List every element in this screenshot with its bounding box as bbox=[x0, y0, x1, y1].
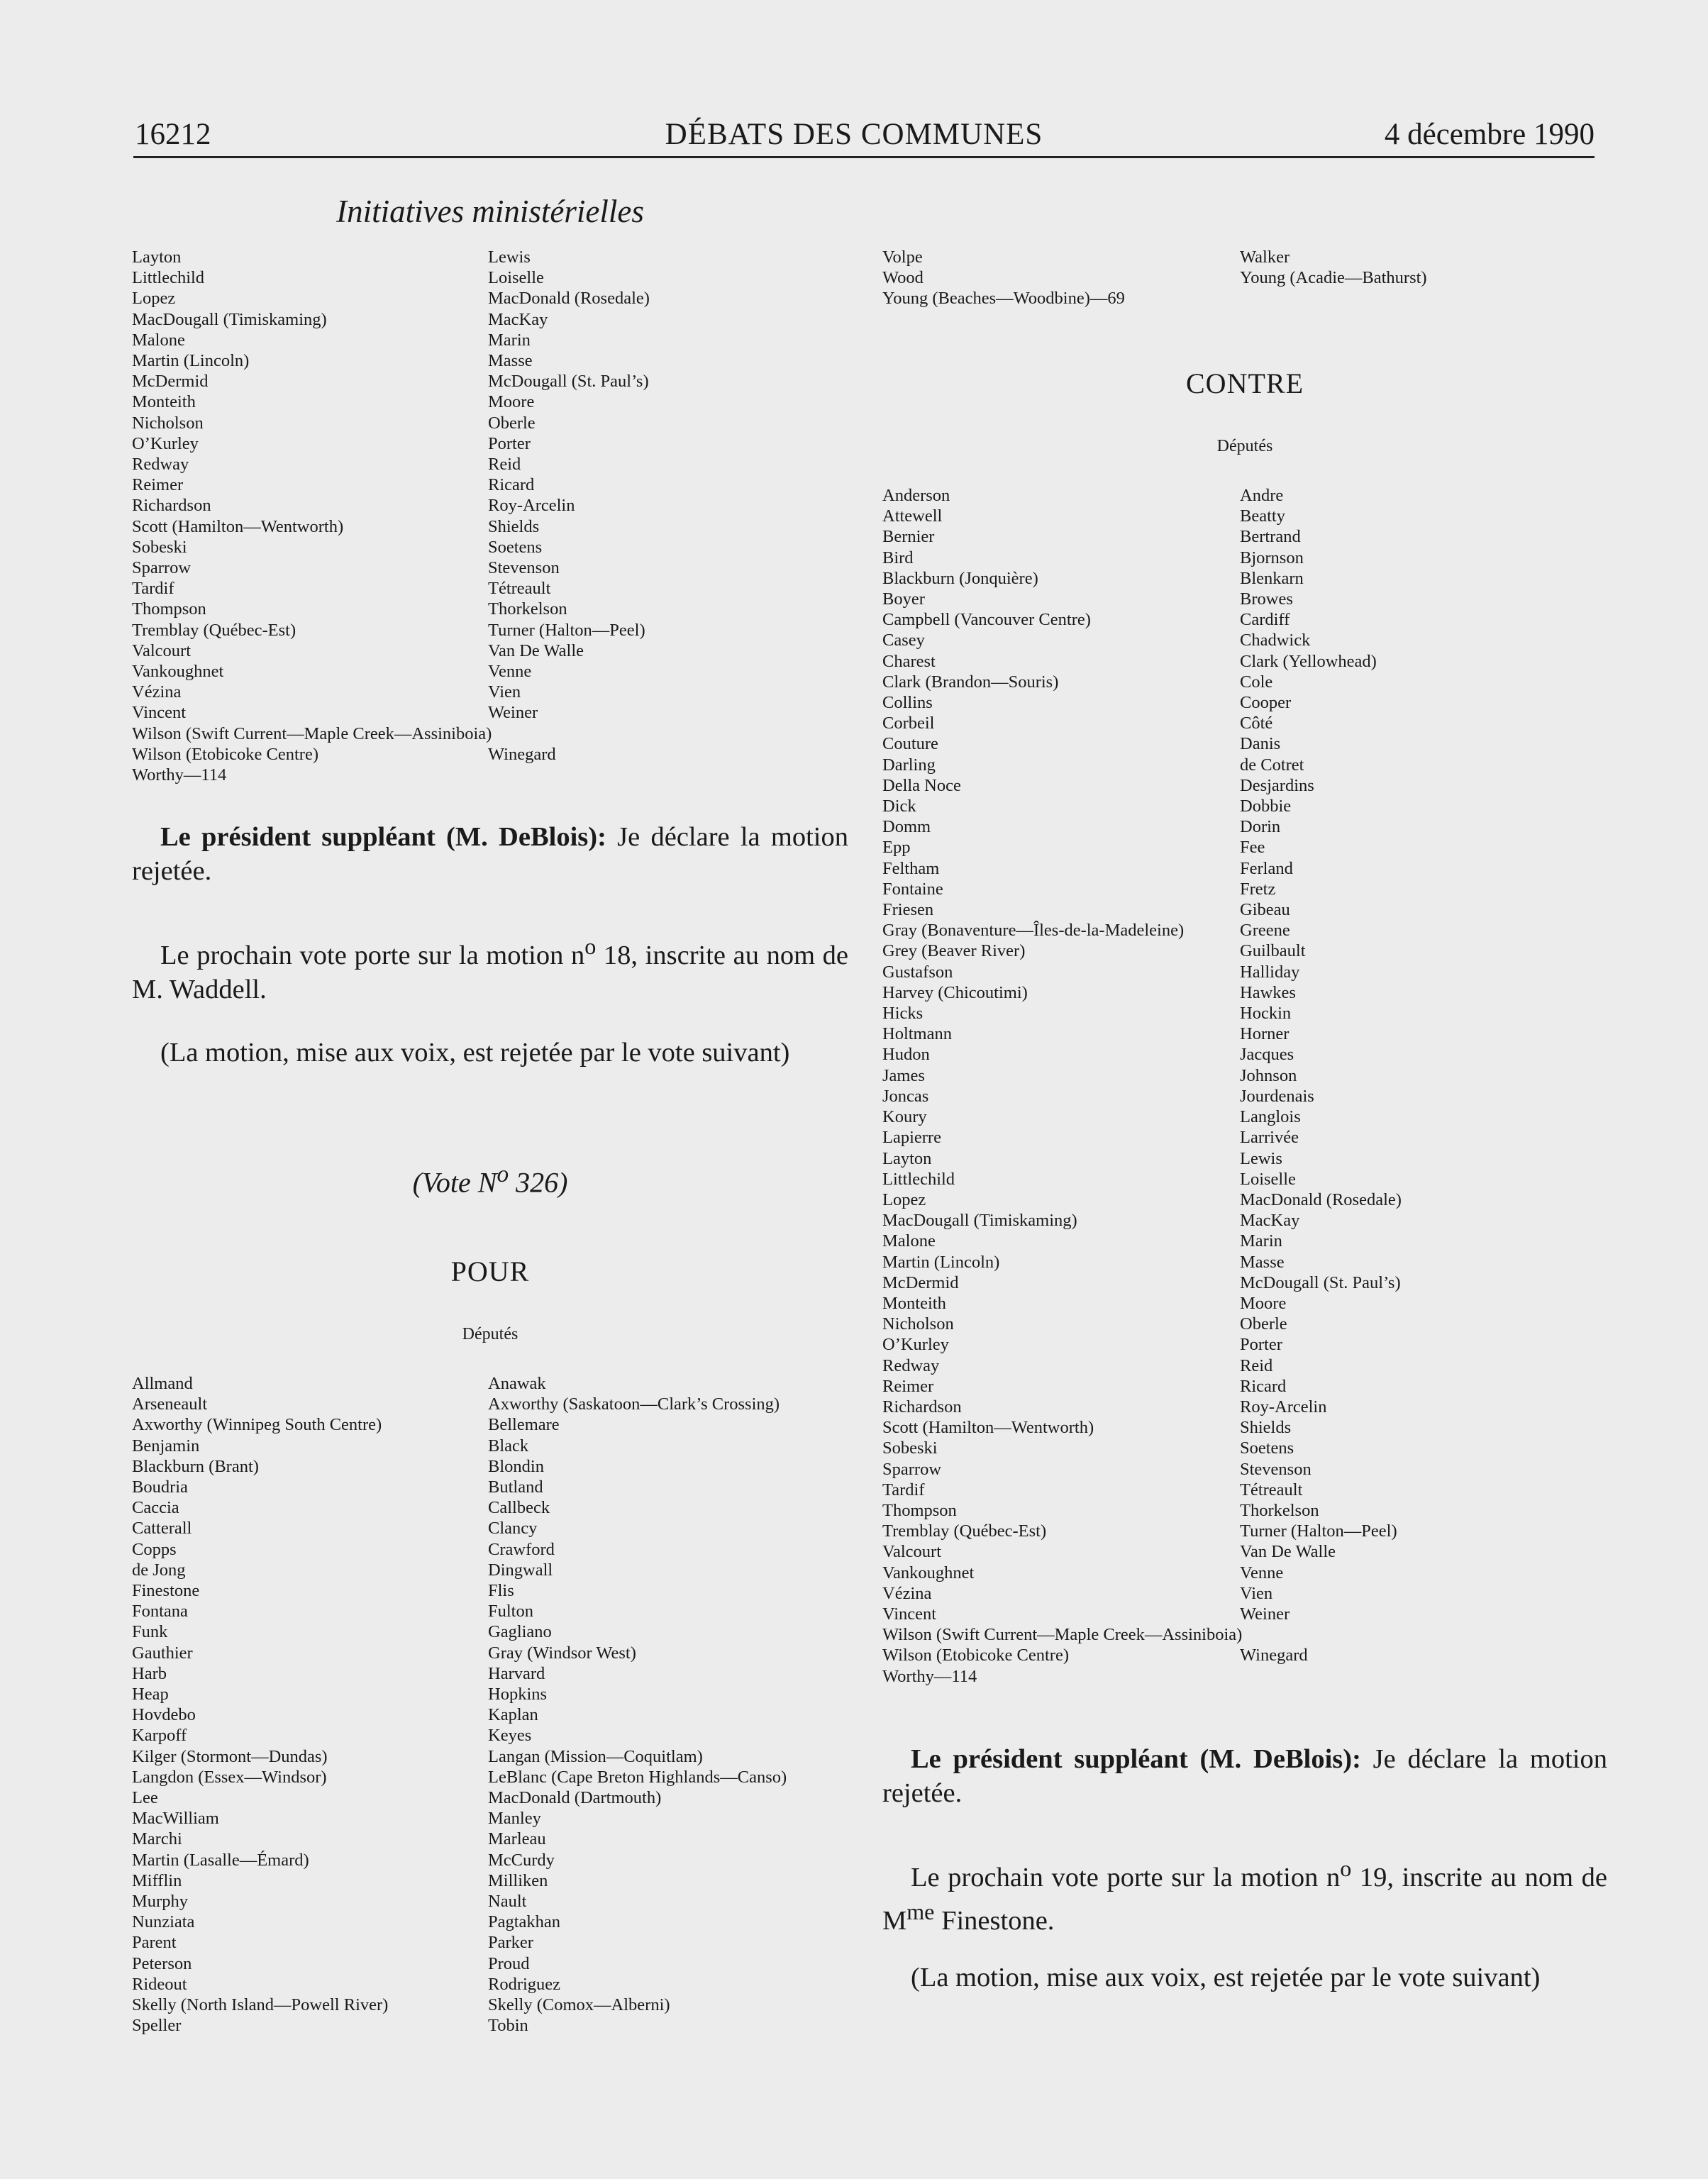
member-name: Benjamin bbox=[132, 1436, 200, 1456]
member-name: Clancy bbox=[488, 1519, 538, 1538]
member-name: Littlechild bbox=[882, 1169, 955, 1189]
member-name: Skelly (North Island—Powell River) bbox=[132, 1995, 389, 2015]
member-name: Casey bbox=[882, 631, 925, 650]
member-name: Marin bbox=[488, 330, 531, 350]
vote-number: (Vote $N^o$ 326) bbox=[412, 1161, 568, 1199]
member-name: McDougall (St. Paul’s) bbox=[1240, 1273, 1401, 1292]
member-name: MacDonald (Dartmouth) bbox=[488, 1788, 662, 1808]
member-name: Arseneault bbox=[132, 1395, 208, 1414]
member-name: Lopez bbox=[132, 289, 176, 309]
member-name: Langdon (Essex—Windsor) bbox=[132, 1767, 327, 1787]
member-name: Nicholson bbox=[882, 1314, 954, 1334]
member-name: Thorkelson bbox=[488, 599, 567, 619]
member-name: Charest bbox=[882, 651, 936, 671]
member-name: Fontana bbox=[132, 1602, 188, 1621]
member-name: Langan (Mission—Coquitlam) bbox=[488, 1746, 703, 1766]
member-name: Axworthy (Winnipeg South Centre) bbox=[132, 1415, 382, 1435]
member-name: Valcourt bbox=[132, 641, 191, 660]
member-name: Bertrand bbox=[1240, 527, 1301, 547]
name-list bbox=[882, 247, 1607, 309]
member-name: Martin (Lasalle—Émard) bbox=[132, 1850, 309, 1870]
member-name: Soetens bbox=[1240, 1438, 1294, 1458]
member-name: Manley bbox=[488, 1809, 541, 1829]
member-name: de Jong bbox=[132, 1560, 186, 1580]
member-name: Danis bbox=[1240, 734, 1281, 754]
member-name: Lapierre bbox=[882, 1128, 941, 1148]
member-name: Boyer bbox=[882, 589, 925, 609]
member-name: Cooper bbox=[1240, 693, 1292, 713]
member-name: Crawford bbox=[488, 1539, 555, 1559]
member-name: MacDonald (Rosedale) bbox=[488, 289, 650, 309]
member-name: Malone bbox=[132, 330, 185, 350]
member-name: Keyes bbox=[488, 1726, 532, 1746]
speaker-name: Le président suppléant (M. DeBlois): bbox=[911, 1744, 1361, 1774]
member-name: James bbox=[882, 1065, 925, 1085]
member-name: Tétreault bbox=[1240, 1480, 1303, 1499]
member-name: Loiselle bbox=[488, 268, 544, 288]
member-name: Sparrow bbox=[132, 558, 192, 578]
member-name: Bjornson bbox=[1240, 548, 1304, 567]
member-name: Corbeil bbox=[882, 714, 935, 733]
member-name: Allmand bbox=[132, 1374, 193, 1393]
member-name: Gray (Bonaventure—Îles-de-la-Madeleine) bbox=[882, 921, 1185, 941]
member-name: Kaplan bbox=[488, 1705, 538, 1725]
member-name: Masse bbox=[1240, 1252, 1285, 1272]
member-name: Worthy—114 bbox=[882, 1666, 977, 1686]
member-name: Copps bbox=[132, 1539, 177, 1559]
member-name: Young (Acadie—Bathurst) bbox=[1240, 268, 1427, 288]
member-name: Domm bbox=[882, 817, 931, 837]
pour-heading-block bbox=[132, 1254, 848, 1290]
name-list bbox=[882, 485, 1607, 1687]
right-speaker-paragraph bbox=[882, 1742, 1607, 1810]
member-name: Fretz bbox=[1240, 879, 1276, 899]
member-name: MacWilliam bbox=[132, 1809, 219, 1829]
member-name: Callbeck bbox=[488, 1498, 550, 1518]
member-name: Gustafson bbox=[882, 962, 953, 982]
member-name: Loiselle bbox=[1240, 1169, 1296, 1189]
member-name: Lopez bbox=[882, 1190, 926, 1209]
member-name: Hudon bbox=[882, 1045, 930, 1065]
member-name: Vankoughnet bbox=[882, 1563, 975, 1582]
member-name: Caccia bbox=[132, 1498, 179, 1518]
member-name: Vézina bbox=[882, 1583, 932, 1603]
member-name: Murphy bbox=[132, 1892, 188, 1912]
member-name: Karpoff bbox=[132, 1726, 187, 1746]
member-name: Blondin bbox=[488, 1456, 544, 1476]
pour-list bbox=[132, 1373, 848, 2036]
member-name: Wilson (Swift Current—Maple Creek—Assiniboia) bbox=[882, 1625, 1243, 1645]
member-name: Wilson (Swift Current—Maple Creek—Assiniboia) bbox=[132, 723, 492, 743]
member-name: Hopkins bbox=[488, 1685, 548, 1704]
member-name: Dorin bbox=[1240, 817, 1281, 837]
member-name: Tétreault bbox=[488, 579, 551, 599]
member-name: Hawkes bbox=[1240, 982, 1296, 1002]
member-name: Nault bbox=[488, 1892, 527, 1912]
member-name: Vézina bbox=[132, 682, 182, 702]
member-name: MacDonald (Rosedale) bbox=[1240, 1190, 1402, 1209]
member-name: Vankoughnet bbox=[132, 662, 224, 682]
deputes-label: Députés bbox=[1216, 437, 1273, 455]
member-name: Anderson bbox=[882, 486, 950, 505]
member-name: Wilson (Etobicoke Centre) bbox=[882, 1646, 1069, 1665]
member-name: Browes bbox=[1240, 589, 1293, 609]
speaker-text: Je déclare la motion rejetée. bbox=[132, 822, 848, 886]
member-name: Scott (Hamilton—Wentworth) bbox=[132, 516, 344, 536]
member-name: Cole bbox=[1240, 672, 1273, 692]
left-next-vote-paragraph: Le prochain vote porte sur la motion $n^o$ 18, inscrite au nom de M. Waddell. bbox=[132, 933, 848, 1004]
member-name: McDougall (St. Paul’s) bbox=[488, 372, 649, 392]
member-name: Fulton bbox=[488, 1602, 533, 1621]
member-name: Walker bbox=[1240, 248, 1290, 267]
member-name: Roy-Arcelin bbox=[488, 496, 575, 516]
member-name: Turner (Halton—Peel) bbox=[488, 620, 645, 640]
member-name: Vincent bbox=[882, 1604, 937, 1624]
member-name: Lewis bbox=[488, 248, 531, 267]
member-name: MacDougall (Timiskaming) bbox=[882, 1211, 1077, 1231]
member-name: Darling bbox=[882, 755, 936, 775]
section-title: Initiatives ministérielles bbox=[336, 194, 644, 229]
member-name: Shields bbox=[488, 516, 540, 536]
member-name: Bernier bbox=[882, 527, 935, 547]
left-speaker-paragraph bbox=[132, 820, 848, 888]
member-name: Reid bbox=[488, 455, 521, 475]
member-name: Larrivée bbox=[1240, 1128, 1299, 1148]
member-name: Nicholson bbox=[132, 413, 204, 433]
member-name: Thompson bbox=[132, 599, 206, 619]
member-name: Harb bbox=[132, 1663, 167, 1683]
member-name: Tardif bbox=[132, 579, 174, 599]
member-name: Speller bbox=[132, 2016, 182, 2036]
member-name: Koury bbox=[882, 1107, 927, 1127]
member-name: Wood bbox=[882, 268, 924, 288]
member-name: Porter bbox=[488, 433, 531, 453]
speaker-text: Je déclare la motion rejetée. bbox=[882, 1744, 1607, 1808]
member-name: Parker bbox=[488, 1933, 533, 1953]
header-rule bbox=[133, 156, 1595, 158]
right-motion-paragraph: (La motion, mise aux voix, est rejetée par le vote suivant) bbox=[911, 1963, 1541, 1992]
member-name: Holtmann bbox=[882, 1024, 952, 1044]
member-name: Rideout bbox=[132, 1974, 187, 1994]
contre-deputes-block bbox=[882, 436, 1607, 457]
member-name: Kilger (Stormont—Dundas) bbox=[132, 1746, 328, 1766]
member-name: Martin (Lincoln) bbox=[882, 1252, 1000, 1272]
member-name: Stevenson bbox=[488, 558, 560, 578]
member-name: Blackburn (Jonquière) bbox=[882, 568, 1038, 588]
member-name: de Cotret bbox=[1240, 755, 1304, 775]
member-name: Fee bbox=[1240, 838, 1265, 858]
member-name: Van De Walle bbox=[488, 641, 584, 660]
member-name: Gagliano bbox=[488, 1622, 552, 1642]
member-name: Harvard bbox=[488, 1663, 545, 1683]
member-name: Monteith bbox=[132, 392, 196, 412]
member-name: Scott (Hamilton—Wentworth) bbox=[882, 1418, 1094, 1438]
member-name: Winegard bbox=[1240, 1646, 1308, 1665]
member-name: Thompson bbox=[882, 1500, 957, 1520]
member-name: Layton bbox=[882, 1148, 932, 1168]
member-name: Dobbie bbox=[1240, 797, 1292, 816]
member-name: Sparrow bbox=[882, 1459, 942, 1479]
member-name: Ricard bbox=[488, 475, 535, 495]
member-name: Tobin bbox=[488, 2016, 528, 2036]
right-next-vote-paragraph: Le prochain vote porte sur la motion $n^o$ 19, inscrite au nom de $M^{me}$ Finestone. bbox=[882, 1856, 1607, 1936]
member-name: Peterson bbox=[132, 1953, 192, 1973]
member-name: Bellemare bbox=[488, 1415, 560, 1435]
member-name: Venne bbox=[488, 662, 532, 682]
member-name: Tremblay (Québec-Est) bbox=[882, 1521, 1047, 1541]
member-name: Porter bbox=[1240, 1335, 1282, 1355]
member-name: Masse bbox=[488, 351, 533, 371]
contre-heading: CONTRE bbox=[1186, 367, 1304, 399]
member-name: Mifflin bbox=[132, 1870, 182, 1890]
member-name: O’Kurley bbox=[132, 433, 199, 453]
page-number: 16212 bbox=[135, 118, 211, 151]
member-name: Hicks bbox=[882, 1004, 924, 1024]
member-name: Catterall bbox=[132, 1519, 192, 1538]
member-name: Blenkarn bbox=[1240, 568, 1304, 588]
member-name: Littlechild bbox=[132, 268, 205, 288]
member-name: Pagtakhan bbox=[488, 1912, 561, 1932]
running-title: DÉBATS DES COMMUNES bbox=[665, 118, 1043, 151]
member-name: Jacques bbox=[1240, 1045, 1294, 1065]
speaker-name: Le président suppléant (M. DeBlois): bbox=[160, 822, 606, 852]
member-name: Van De Walle bbox=[1240, 1542, 1336, 1562]
member-name: Friesen bbox=[882, 900, 934, 920]
member-name: Volpe bbox=[882, 248, 923, 267]
member-name: Turner (Halton—Peel) bbox=[1240, 1521, 1397, 1541]
member-name: Axworthy (Saskatoon—Clark’s Crossing) bbox=[488, 1395, 780, 1414]
member-name: Clark (Brandon—Souris) bbox=[882, 672, 1059, 692]
member-name: Reid bbox=[1240, 1355, 1273, 1375]
member-name: Reimer bbox=[132, 475, 184, 495]
member-name: Skelly (Comox—Alberni) bbox=[488, 1995, 670, 2015]
member-name: Lee bbox=[132, 1788, 158, 1808]
member-name: Vien bbox=[488, 682, 521, 702]
member-name: Proud bbox=[488, 1953, 530, 1973]
member-name: Nunziata bbox=[132, 1912, 195, 1932]
member-name: Valcourt bbox=[882, 1542, 941, 1562]
member-name: O’Kurley bbox=[882, 1335, 949, 1355]
member-name: Reimer bbox=[882, 1376, 934, 1396]
member-name: Harvey (Chicoutimi) bbox=[882, 982, 1028, 1002]
member-name: Tardif bbox=[882, 1480, 925, 1499]
member-name: Collins bbox=[882, 693, 933, 713]
name-list bbox=[132, 247, 848, 785]
member-name: Johnson bbox=[1240, 1065, 1297, 1085]
member-name: Marchi bbox=[132, 1829, 182, 1849]
member-name: Anawak bbox=[488, 1374, 546, 1393]
member-name: Redway bbox=[132, 455, 189, 475]
member-name: Soetens bbox=[488, 537, 543, 557]
member-name: Bird bbox=[882, 548, 914, 567]
member-name: Hockin bbox=[1240, 1004, 1292, 1024]
member-name: Langlois bbox=[1240, 1107, 1301, 1127]
member-name: Marin bbox=[1240, 1231, 1282, 1251]
member-name: Sobeski bbox=[132, 537, 187, 557]
member-name: Gray (Windsor West) bbox=[488, 1643, 636, 1663]
left-continued-list bbox=[132, 247, 848, 785]
member-name: Monteith bbox=[882, 1293, 946, 1313]
member-name: Marleau bbox=[488, 1829, 546, 1849]
member-name: Joncas bbox=[882, 1086, 929, 1106]
member-name: McCurdy bbox=[488, 1850, 555, 1870]
member-name: Heap bbox=[132, 1685, 169, 1704]
member-name: Chadwick bbox=[1240, 631, 1311, 650]
right-continued-list bbox=[882, 247, 1607, 309]
member-name: Feltham bbox=[882, 858, 940, 878]
member-name: Weiner bbox=[488, 703, 538, 723]
member-name: Clark (Yellowhead) bbox=[1240, 651, 1377, 671]
member-name: Campbell (Vancouver Centre) bbox=[882, 610, 1091, 630]
deputes-label: Députés bbox=[462, 1325, 518, 1343]
page-date: 4 décembre 1990 bbox=[1384, 118, 1595, 151]
member-name: Richardson bbox=[132, 496, 211, 516]
member-name: Flis bbox=[488, 1581, 514, 1601]
member-name: Desjardins bbox=[1240, 775, 1314, 795]
member-name: Ferland bbox=[1240, 858, 1293, 878]
member-name: Guilbault bbox=[1240, 941, 1306, 961]
member-name: Roy-Arcelin bbox=[1240, 1397, 1327, 1416]
member-name: Dingwall bbox=[488, 1560, 553, 1580]
member-name: Malone bbox=[882, 1231, 936, 1251]
member-name: Fontaine bbox=[882, 879, 943, 899]
member-name: McDermid bbox=[132, 372, 209, 392]
member-name: Finestone bbox=[132, 1581, 200, 1601]
member-name: Thorkelson bbox=[1240, 1500, 1319, 1520]
member-name: Jourdenais bbox=[1240, 1086, 1314, 1106]
member-name: Parent bbox=[132, 1933, 177, 1953]
member-name: Stevenson bbox=[1240, 1459, 1312, 1479]
member-name: Oberle bbox=[488, 413, 536, 433]
member-name: Moore bbox=[488, 392, 535, 412]
member-name: Ricard bbox=[1240, 1376, 1287, 1396]
contre-list bbox=[882, 485, 1607, 1687]
member-name: Winegard bbox=[488, 744, 556, 764]
pour-deputes-block bbox=[132, 1324, 848, 1345]
member-name: LeBlanc (Cape Breton Highlands—Canso) bbox=[488, 1767, 787, 1787]
member-name: Andre bbox=[1240, 486, 1284, 505]
pour-heading: POUR bbox=[450, 1255, 530, 1287]
member-name: Venne bbox=[1240, 1563, 1284, 1582]
member-name: McDermid bbox=[882, 1273, 959, 1292]
member-name: Shields bbox=[1240, 1418, 1292, 1438]
member-name: Tremblay (Québec-Est) bbox=[132, 620, 296, 640]
member-name: MacKay bbox=[1240, 1211, 1300, 1231]
member-name: Halliday bbox=[1240, 962, 1300, 982]
member-name: Rodriguez bbox=[488, 1974, 561, 1994]
member-name: Blackburn (Brant) bbox=[132, 1456, 259, 1476]
member-name: Epp bbox=[882, 838, 911, 858]
member-name: Della Noce bbox=[882, 775, 961, 795]
member-name: Sobeski bbox=[882, 1438, 938, 1458]
member-name: Worthy—114 bbox=[132, 765, 227, 785]
contre-heading-block bbox=[882, 366, 1607, 401]
member-name: Black bbox=[488, 1436, 529, 1456]
member-name: Greene bbox=[1240, 921, 1290, 941]
member-name: Oberle bbox=[1240, 1314, 1287, 1334]
member-name: Young (Beaches—Woodbine)—69 bbox=[882, 289, 1125, 309]
section-title-block bbox=[132, 190, 848, 233]
member-name: Gibeau bbox=[1240, 900, 1290, 920]
member-name: Gauthier bbox=[132, 1643, 193, 1663]
member-name: Côté bbox=[1240, 714, 1273, 733]
member-name: Funk bbox=[132, 1622, 168, 1642]
member-name: Vien bbox=[1240, 1583, 1273, 1603]
member-name: Boudria bbox=[132, 1477, 188, 1497]
member-name: Hovdebo bbox=[132, 1705, 196, 1725]
member-name: Couture bbox=[882, 734, 938, 754]
member-name: Redway bbox=[882, 1355, 940, 1375]
name-list bbox=[132, 1373, 848, 2036]
member-name: Weiner bbox=[1240, 1604, 1290, 1624]
member-name: Layton bbox=[132, 248, 182, 267]
member-name: Dick bbox=[882, 797, 916, 816]
member-name: Lewis bbox=[1240, 1148, 1282, 1168]
member-name: Richardson bbox=[882, 1397, 962, 1416]
member-name: Grey (Beaver River) bbox=[882, 941, 1026, 961]
member-name: Butland bbox=[488, 1477, 543, 1497]
member-name: Beatty bbox=[1240, 506, 1285, 526]
member-name: Horner bbox=[1240, 1024, 1290, 1044]
member-name: Vincent bbox=[132, 703, 187, 723]
member-name: Moore bbox=[1240, 1293, 1287, 1313]
member-name: Attewell bbox=[882, 506, 943, 526]
member-name: MacKay bbox=[488, 309, 548, 329]
member-name: Martin (Lincoln) bbox=[132, 351, 250, 371]
member-name: Wilson (Etobicoke Centre) bbox=[132, 744, 318, 764]
member-name: MacDougall (Timiskaming) bbox=[132, 309, 327, 329]
member-name: Cardiff bbox=[1240, 610, 1290, 630]
left-motion-paragraph: (La motion, mise aux voix, est rejetée par le vote suivant) bbox=[160, 1038, 790, 1068]
member-name: Milliken bbox=[488, 1870, 548, 1890]
